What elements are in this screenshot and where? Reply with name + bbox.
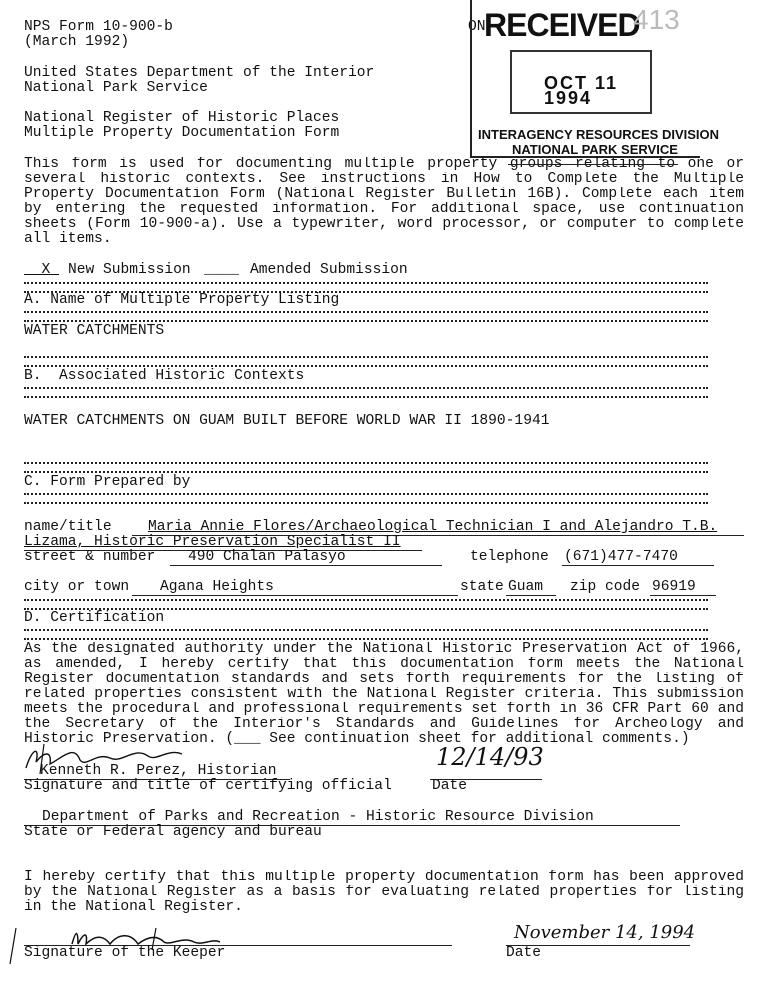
underline: [170, 565, 442, 566]
city-value: Agana Heights: [160, 579, 274, 595]
section-divider: [24, 599, 708, 610]
form-date: (March 1992): [24, 34, 130, 50]
section-b-value: WATER CATCHMENTS ON GUAM BUILT BEFORE WORLD WAR II 1890-1941: [24, 413, 550, 429]
underline: [506, 595, 556, 596]
form-title: Multiple Property Documentation Form: [24, 125, 340, 141]
street-value: 490 Chalan Palasyo: [188, 549, 346, 565]
section-d-heading: D. Certification: [24, 610, 165, 626]
underline: [562, 565, 714, 566]
official-name: Kenneth R. Perez, Historian: [40, 763, 277, 779]
intro-line: by entering the requested information. For additional space, use continuation: [24, 202, 744, 217]
intro-line: Property Documentation Form (National Register Bulletin 16B). Complete each item: [24, 187, 744, 202]
certification-line: As the designated authority under the National Historic Preservation Act of 1966,: [24, 642, 744, 657]
stamp-received-text: RECEIVED: [484, 7, 640, 43]
official-date-label: Date: [432, 778, 468, 794]
amended-submission-label: Amended Submission: [250, 262, 408, 278]
keeper-certification-line: by the National Register as a basis for evaluating related properties for listing: [24, 885, 744, 900]
keeper-label: Signature of the Keeper: [24, 945, 226, 961]
certification-line: Register documentation standards and sets forth requirements for the listing of: [24, 672, 744, 687]
section-a-heading: A. Name of Multiple Property Listing: [24, 292, 340, 308]
section-divider: [24, 493, 708, 504]
service-name: National Park Service: [24, 80, 208, 96]
certification-line: meets the procedural and professional requirements set forth in 36 CFR Part 60 and: [24, 702, 744, 717]
street-label: street & number: [24, 549, 156, 565]
name-title-label: name/title: [24, 519, 112, 535]
section-divider: [24, 356, 708, 367]
department-name: United States Department of the Interior: [24, 65, 375, 81]
section-b-heading: B. Associated Historic Contexts: [24, 368, 305, 384]
zip-label: zip code: [570, 579, 641, 595]
stamp-date-box: [510, 50, 652, 114]
name-title-value-cont: Lizama, Historic Preservation Specialist II: [24, 534, 401, 550]
section-divider: [24, 311, 708, 322]
keeper-date: November 14, 1994: [514, 922, 696, 943]
stamp-side-text: ON: [468, 19, 486, 35]
telephone-value: (671)477-7470: [564, 549, 678, 565]
state-label: state: [460, 579, 504, 595]
certification-line: as amended, I hereby certify that this documentation form meets the National: [24, 657, 744, 672]
register-name: National Register of Historic Places: [24, 110, 340, 126]
agency-label: State or Federal agency and bureau: [24, 824, 322, 840]
keeper-date-label: Date: [506, 945, 542, 961]
new-mark: X: [41, 262, 51, 278]
form-number: NPS Form 10-900-b: [24, 19, 173, 35]
stamp-date: OCT 11 1994: [544, 73, 619, 108]
zip-value: 96919: [652, 579, 696, 595]
official-label: Signature and title of certifying official: [24, 778, 392, 794]
amended-submission-mark: ____: [204, 262, 240, 278]
new-submission-mark: [24, 263, 59, 278]
certification-line: related properties consistent with the National Register criteria. This submission: [24, 687, 744, 702]
intro-line: This form is used for documenting multiple property groups relating to one or: [24, 157, 744, 172]
stamp-division: INTERAGENCY RESOURCES DIVISION: [478, 127, 720, 142]
new-submission-label: New Submission: [68, 262, 191, 278]
section-c-heading: C. Form Prepared by: [24, 474, 191, 490]
intro-line: all items.: [24, 231, 112, 247]
agency-value: Department of Parks and Recreation - Historic Resource Division: [42, 809, 594, 825]
section-a-value: WATER CATCHMENTS: [24, 323, 165, 339]
section-divider: [24, 387, 708, 398]
official-date: 12/14/93: [436, 743, 544, 771]
state-value: Guam: [508, 579, 544, 595]
strike-through: [508, 164, 678, 165]
telephone-label: telephone: [470, 549, 549, 565]
keeper-certification-line: in the National Register.: [24, 899, 243, 915]
name-title-value: Maria Annie Flores/Archaeological Technician I and Alejandro T.B.: [148, 519, 718, 535]
underline: [650, 595, 716, 596]
certification-line: Historic Preservation. (___ See continuation sheet for additional comments.): [24, 731, 690, 747]
section-divider: [24, 462, 708, 473]
city-label: city or town: [24, 579, 130, 595]
certification-line: the Secretary of the Interior's Standards and Guidelines for Archeology and: [24, 717, 744, 732]
stamp-service: NATIONAL PARK SERVICE: [512, 142, 678, 157]
stamp-number: 413: [633, 4, 680, 35]
section-divider: [24, 629, 708, 640]
intro-line: sheets (Form 10-900-a). Use a typewriter, word processor, or computer to complete: [24, 217, 744, 232]
underline: [132, 595, 458, 596]
keeper-certification-line: I hereby certify that this multiple property documentation form has been approved: [24, 870, 744, 885]
intro-line: several historic contexts. See instructions in How to Complete the Multiple: [24, 172, 744, 187]
